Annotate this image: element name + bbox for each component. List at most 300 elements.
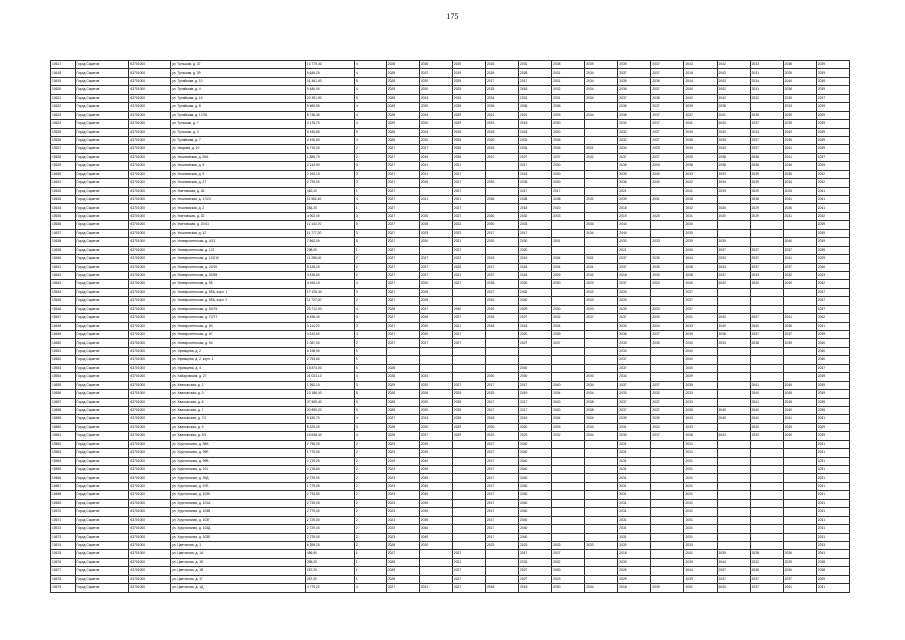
table-cell: 17 126,40 xyxy=(305,288,354,296)
table-cell: 2041 xyxy=(684,550,717,558)
table-cell: 2033 xyxy=(816,271,849,279)
table-cell: 2039 xyxy=(816,381,849,389)
table-cell: 2040 xyxy=(750,415,783,423)
table-cell: Город Саратов xyxy=(75,297,129,305)
table-cell: ул. Университетская, д. 87 xyxy=(171,331,306,339)
table-cell: 2030 xyxy=(651,170,684,178)
table-cell: 2043 xyxy=(684,61,717,69)
table-cell: 2038 xyxy=(684,263,717,271)
table-cell: 2040 xyxy=(419,457,452,465)
table-cell xyxy=(717,390,750,398)
table-cell: Город Саратов xyxy=(75,86,129,94)
table-cell: 2033 xyxy=(519,179,552,187)
table-cell: 5 xyxy=(354,356,386,364)
table-cell: 63701000 xyxy=(129,432,171,440)
table-cell: 2039 xyxy=(419,516,452,524)
table-cell xyxy=(585,356,618,364)
table-cell: 2037 xyxy=(651,111,684,119)
table-cell: 2028 xyxy=(386,390,419,398)
table-cell xyxy=(783,491,816,499)
table-cell: ул. Тулайкова, д. 10 xyxy=(171,77,306,85)
table-cell: 2038 xyxy=(552,61,585,69)
table-cell: 2039 xyxy=(618,170,651,178)
table-cell: 2031 xyxy=(684,508,717,516)
table-cell: 2027 xyxy=(419,271,452,279)
table-cell: 2034 xyxy=(618,145,651,153)
table-row xyxy=(51,297,850,305)
table-cell: 2040 xyxy=(519,449,552,457)
table-cell: 2033 xyxy=(519,136,552,144)
table-cell: 15 874,00 xyxy=(305,364,354,372)
table-cell: 4 xyxy=(354,331,386,339)
table-cell: 2033 xyxy=(783,103,816,111)
table-cell: 5 xyxy=(354,398,386,406)
table-cell: 2017 xyxy=(519,77,552,85)
table-cell xyxy=(717,398,750,406)
table-cell: 2023 xyxy=(386,474,419,482)
table-cell: 2042 xyxy=(717,94,750,102)
table-cell: 2027 xyxy=(386,280,419,288)
table-cell: 2033 xyxy=(485,61,518,69)
table-cell: 2037 xyxy=(717,567,750,575)
table-cell xyxy=(783,499,816,507)
table-cell: 2 144,90 xyxy=(305,162,354,170)
table-cell: 2021 xyxy=(452,162,485,170)
table-cell: ул. Университетская, д. 59А, корп. 2 xyxy=(171,297,306,305)
table-cell: 10646 xyxy=(51,305,76,313)
table-cell xyxy=(783,221,816,229)
table-cell xyxy=(717,499,750,507)
table-cell xyxy=(552,499,585,507)
table-cell: 4 438,60 xyxy=(305,271,354,279)
table-cell xyxy=(452,449,485,457)
table-cell: 2037 xyxy=(684,111,717,119)
table-cell: 2020 xyxy=(419,541,452,549)
table-cell: 2039 xyxy=(816,246,849,254)
table-cell: 2041 xyxy=(684,120,717,128)
table-cell: 2033 xyxy=(684,541,717,549)
table-cell: 2035 xyxy=(816,86,849,94)
table-cell: 2039 xyxy=(816,103,849,111)
table-cell: 2038 xyxy=(585,406,618,414)
table-cell: 2029 xyxy=(452,390,485,398)
table-cell: 2042 xyxy=(717,280,750,288)
table-cell: 4 xyxy=(354,305,386,313)
table-cell: 2037 xyxy=(750,120,783,128)
table-cell: 2027 xyxy=(386,415,419,423)
table-row xyxy=(51,111,850,119)
table-cell: 2 163,10 xyxy=(305,170,354,178)
table-cell: 2038 xyxy=(816,558,849,566)
table-cell: 5 325,00 xyxy=(305,423,354,431)
table-row xyxy=(51,86,850,94)
table-cell xyxy=(452,516,485,524)
table-cell: 2040 xyxy=(519,525,552,533)
table-cell: 2040 xyxy=(783,128,816,136)
table-cell: 63701000 xyxy=(129,128,171,136)
table-cell xyxy=(651,288,684,296)
table-cell xyxy=(750,541,783,549)
table-cell: 2030 xyxy=(519,280,552,288)
table-cell: 5 xyxy=(354,347,386,355)
table-cell: 1 xyxy=(354,204,386,212)
table-cell: 2 733,80 xyxy=(305,491,354,499)
table-cell: 2031 xyxy=(816,466,849,474)
table-cell: 63701000 xyxy=(129,381,171,389)
table-cell: 3 xyxy=(354,212,386,220)
table-cell: 2033 xyxy=(552,111,585,119)
table-cell: 2037 xyxy=(684,305,717,313)
table-cell: 456,90 xyxy=(305,550,354,558)
table-row xyxy=(51,466,850,474)
table-cell: 2031 xyxy=(618,474,651,482)
table-cell xyxy=(485,575,518,583)
table-cell: 2027 xyxy=(485,153,518,161)
table-cell xyxy=(750,533,783,541)
table-cell: 2036 xyxy=(552,136,585,144)
table-cell: 2031 xyxy=(684,491,717,499)
table-row xyxy=(51,136,850,144)
table-cell: 2017 xyxy=(485,491,518,499)
table-cell: 2029 xyxy=(386,86,419,94)
table-cell: 2 xyxy=(354,457,386,465)
table-cell: 10651 xyxy=(51,347,76,355)
table-cell: 10671 xyxy=(51,516,76,524)
table-cell: 2017 xyxy=(485,229,518,237)
table-cell: 2036 xyxy=(618,179,651,187)
table-cell: 2041 xyxy=(783,196,816,204)
table-cell: 2028 xyxy=(386,128,419,136)
table-cell: 2040 xyxy=(717,406,750,414)
table-cell: 2037 xyxy=(651,331,684,339)
table-cell: 2030 xyxy=(684,339,717,347)
table-cell: 2036 xyxy=(618,103,651,111)
table-cell: 2033 xyxy=(651,238,684,246)
table-cell: 2040 xyxy=(419,491,452,499)
table-cell: 2021 xyxy=(419,196,452,204)
table-cell: 2040 xyxy=(519,466,552,474)
table-cell: 11 727,00 xyxy=(305,297,354,305)
table-cell: 2019 xyxy=(485,120,518,128)
table-cell: 2020 xyxy=(485,136,518,144)
table-cell: 2037 xyxy=(618,280,651,288)
table-cell: 2027 xyxy=(386,162,419,170)
table-cell: 5 xyxy=(354,77,386,85)
table-cell xyxy=(783,541,816,549)
table-cell: 63701000 xyxy=(129,145,171,153)
table-cell xyxy=(552,533,585,541)
table-cell: 4 xyxy=(354,86,386,94)
table-cell: Город Саратов xyxy=(75,449,129,457)
table-cell: ул. Хвалынская, д. 6 xyxy=(171,398,306,406)
table-cell: Город Саратов xyxy=(75,145,129,153)
table-cell: 2031 xyxy=(585,263,618,271)
table-cell: 2019 xyxy=(452,128,485,136)
table-cell: 2037 xyxy=(618,314,651,322)
table-cell: 2030 xyxy=(552,179,585,187)
table-cell: 10617 xyxy=(51,61,76,69)
table-cell: 2033 xyxy=(618,297,651,305)
table-cell: 3 xyxy=(354,381,386,389)
table-cell: 2030 xyxy=(717,204,750,212)
table-cell: 2044 xyxy=(618,221,651,229)
table-cell: 2040 xyxy=(717,128,750,136)
table-cell: 2037 xyxy=(750,575,783,583)
table-cell: 2035 xyxy=(618,77,651,85)
table-cell: 2030 xyxy=(618,558,651,566)
table-cell: 1 xyxy=(354,246,386,254)
table-cell: 2031 xyxy=(651,196,684,204)
table-cell: 2033 xyxy=(750,128,783,136)
table-cell xyxy=(452,356,485,364)
table-cell xyxy=(717,491,750,499)
table-cell: 2032 xyxy=(585,153,618,161)
table-cell xyxy=(717,440,750,448)
table-cell: 2019 xyxy=(519,120,552,128)
table-cell: 1 xyxy=(354,550,386,558)
table-cell: 10675 xyxy=(51,550,76,558)
table-cell: Город Саратов xyxy=(75,457,129,465)
table-cell: ул. Уметовская, д. 37/41 xyxy=(171,221,306,229)
table-cell: 267,00 xyxy=(305,575,354,583)
table-cell xyxy=(585,364,618,372)
table-cell: 2027 xyxy=(452,187,485,195)
table-cell: 2031 xyxy=(750,69,783,77)
table-cell xyxy=(485,347,518,355)
table-cell: 2038 xyxy=(585,398,618,406)
table-cell: 1 779,00 xyxy=(305,482,354,490)
table-cell xyxy=(651,516,684,524)
table-cell: 2022 xyxy=(452,255,485,263)
table-cell: 2033 xyxy=(816,541,849,549)
table-cell: 2031 xyxy=(816,457,849,465)
table-cell: 2030 xyxy=(552,128,585,136)
table-cell: 2031 xyxy=(618,491,651,499)
table-cell: 10664 xyxy=(51,457,76,465)
table-cell xyxy=(452,440,485,448)
table-cell: 63701000 xyxy=(129,415,171,423)
table-cell xyxy=(585,533,618,541)
table-cell: 2040 xyxy=(519,516,552,524)
table-cell: ул. Университетская, д. 52/58 xyxy=(171,271,306,279)
table-cell: 2034 xyxy=(585,229,618,237)
table-cell: 2034 xyxy=(485,94,518,102)
table-cell: 2028 xyxy=(386,406,419,414)
table-cell xyxy=(750,525,783,533)
table-cell: 2 xyxy=(354,339,386,347)
table-cell: 2040 xyxy=(717,584,750,592)
table-cell: 2020 xyxy=(651,280,684,288)
table-cell: 63701000 xyxy=(129,423,171,431)
table-cell: 2020 xyxy=(419,120,452,128)
table-cell: 2039 xyxy=(684,128,717,136)
table-cell: 11 289,00 xyxy=(305,255,354,263)
table-cell: 2 xyxy=(354,499,386,507)
table-cell: 2018 xyxy=(519,322,552,330)
table-cell xyxy=(783,347,816,355)
table-cell: 2021 xyxy=(519,111,552,119)
table-cell xyxy=(419,550,452,558)
table-cell: 2033 xyxy=(684,170,717,178)
table-cell: 2017 xyxy=(485,263,518,271)
table-cell: 2039 xyxy=(816,136,849,144)
table-cell: 2039 xyxy=(684,145,717,153)
table-cell xyxy=(750,364,783,372)
table-cell: 10632 xyxy=(51,187,76,195)
table-cell xyxy=(717,423,750,431)
table-cell: 462,20 xyxy=(305,187,354,195)
table-cell: 20 301,90 xyxy=(305,94,354,102)
table-cell: 2037 xyxy=(816,364,849,372)
table-cell: 2039 xyxy=(717,136,750,144)
table-cell: 10647 xyxy=(51,314,76,322)
table-cell: 63701000 xyxy=(129,331,171,339)
table-cell: Город Саратов xyxy=(75,474,129,482)
table-cell: 2037 xyxy=(684,297,717,305)
table-cell xyxy=(750,491,783,499)
table-cell: 2028 xyxy=(386,567,419,575)
table-cell: 10623 xyxy=(51,111,76,119)
table-cell: 2039 xyxy=(816,145,849,153)
table-cell: 2 729,00 xyxy=(305,533,354,541)
table-row xyxy=(51,575,850,583)
table-cell xyxy=(717,288,750,296)
table-cell xyxy=(783,305,816,313)
table-cell: 2021 xyxy=(419,170,452,178)
table-cell: 4 xyxy=(354,103,386,111)
table-cell: 2017 xyxy=(519,550,552,558)
table-cell: ул. Уфимцева, д. 2 xyxy=(171,347,306,355)
table-cell: 63701000 xyxy=(129,238,171,246)
table-cell: 2039 xyxy=(684,103,717,111)
table-cell: 63701000 xyxy=(129,558,171,566)
table-cell: 2040 xyxy=(552,398,585,406)
table-cell: 2039 xyxy=(684,575,717,583)
table-cell xyxy=(452,508,485,516)
table-cell xyxy=(552,297,585,305)
table-cell: 2036 xyxy=(519,103,552,111)
table-cell: 2028 xyxy=(386,94,419,102)
table-cell: 2040 xyxy=(717,120,750,128)
table-cell: 2021 xyxy=(452,238,485,246)
table-cell: 2 729,20 xyxy=(305,457,354,465)
table-cell xyxy=(585,322,618,330)
table-row xyxy=(51,440,850,448)
table-cell: Город Саратов xyxy=(75,558,129,566)
table-cell: 2037 xyxy=(618,406,651,414)
table-cell: 2018 xyxy=(519,128,552,136)
table-cell: 2037 xyxy=(750,145,783,153)
table-cell: 2030 xyxy=(651,314,684,322)
table-cell xyxy=(585,120,618,128)
table-cell: Город Саратов xyxy=(75,567,129,575)
table-cell: Город Саратов xyxy=(75,288,129,296)
table-cell: 63701000 xyxy=(129,322,171,330)
table-cell xyxy=(783,373,816,381)
table-cell: 63701000 xyxy=(129,499,171,507)
table-cell: 2040 xyxy=(552,381,585,389)
table-cell: 10637 xyxy=(51,229,76,237)
table-cell: 10674 xyxy=(51,541,76,549)
table-cell: 2040 xyxy=(816,356,849,364)
table-cell xyxy=(750,373,783,381)
table-cell: 2045 xyxy=(783,398,816,406)
table-cell xyxy=(783,364,816,372)
table-cell: 2028 xyxy=(386,373,419,381)
table-cell: 2031 xyxy=(618,440,651,448)
table-cell: 2039 xyxy=(651,584,684,592)
table-cell: 2032 xyxy=(618,128,651,136)
table-cell: 2027 xyxy=(452,212,485,220)
table-cell: 2 xyxy=(354,145,386,153)
table-cell: 2031 xyxy=(552,94,585,102)
table-cell: 2040 xyxy=(519,440,552,448)
table-cell xyxy=(651,491,684,499)
table-cell: 2022 xyxy=(452,221,485,229)
table-cell: 21 023,10 xyxy=(305,373,354,381)
table-cell: 3 xyxy=(354,179,386,187)
table-cell: 10642 xyxy=(51,271,76,279)
table-cell xyxy=(452,297,485,305)
table-cell: 2031 xyxy=(618,508,651,516)
table-cell: 2030 xyxy=(717,212,750,220)
table-cell: 2038 xyxy=(816,567,849,575)
table-cell: Город Саратов xyxy=(75,212,129,220)
table-row xyxy=(51,567,850,575)
table-cell: 2037 xyxy=(618,263,651,271)
table-cell: 2027 xyxy=(386,145,419,153)
table-cell: 8 496,40 xyxy=(305,314,354,322)
table-cell: 2029 xyxy=(485,305,518,313)
table-cell: 2033 xyxy=(585,423,618,431)
table-cell: 2029 xyxy=(519,305,552,313)
table-cell: 2030 xyxy=(552,280,585,288)
table-cell xyxy=(750,449,783,457)
table-cell xyxy=(419,187,452,195)
table-cell: 2027 xyxy=(386,584,419,592)
table-cell: 2039 xyxy=(419,449,452,457)
table-cell: Город Саратов xyxy=(75,271,129,279)
table-cell: 10644 xyxy=(51,288,76,296)
table-cell: 10653 xyxy=(51,364,76,372)
table-cell: 2031 xyxy=(816,525,849,533)
table-cell: 2031 xyxy=(618,449,651,457)
table-cell: 2039 xyxy=(750,179,783,187)
table-cell: 2037 xyxy=(816,297,849,305)
table-row xyxy=(51,120,850,128)
table-cell: 2040 xyxy=(419,482,452,490)
table-cell: 10660 xyxy=(51,423,76,431)
table-cell: 2029 xyxy=(452,111,485,119)
table-cell: 2030 xyxy=(552,170,585,178)
table-cell: ул. Хрустальная, д. 101А xyxy=(171,499,306,507)
table-row xyxy=(51,212,850,220)
table-cell: 2037 xyxy=(750,331,783,339)
table-cell: 2036 xyxy=(552,103,585,111)
table-cell: 2027 xyxy=(519,567,552,575)
table-cell: 2037 xyxy=(651,69,684,77)
table-cell: 2031 xyxy=(816,415,849,423)
table-cell: 2043 xyxy=(717,69,750,77)
table-cell: 2 xyxy=(354,533,386,541)
table-cell: 2018 xyxy=(485,322,518,330)
table-cell: 2041 xyxy=(816,550,849,558)
table-cell: 2041 xyxy=(783,415,816,423)
table-cell: 2023 xyxy=(519,541,552,549)
table-cell: 2039 xyxy=(419,508,452,516)
table-cell: 2027 xyxy=(386,271,419,279)
table-cell: 2036 xyxy=(783,204,816,212)
